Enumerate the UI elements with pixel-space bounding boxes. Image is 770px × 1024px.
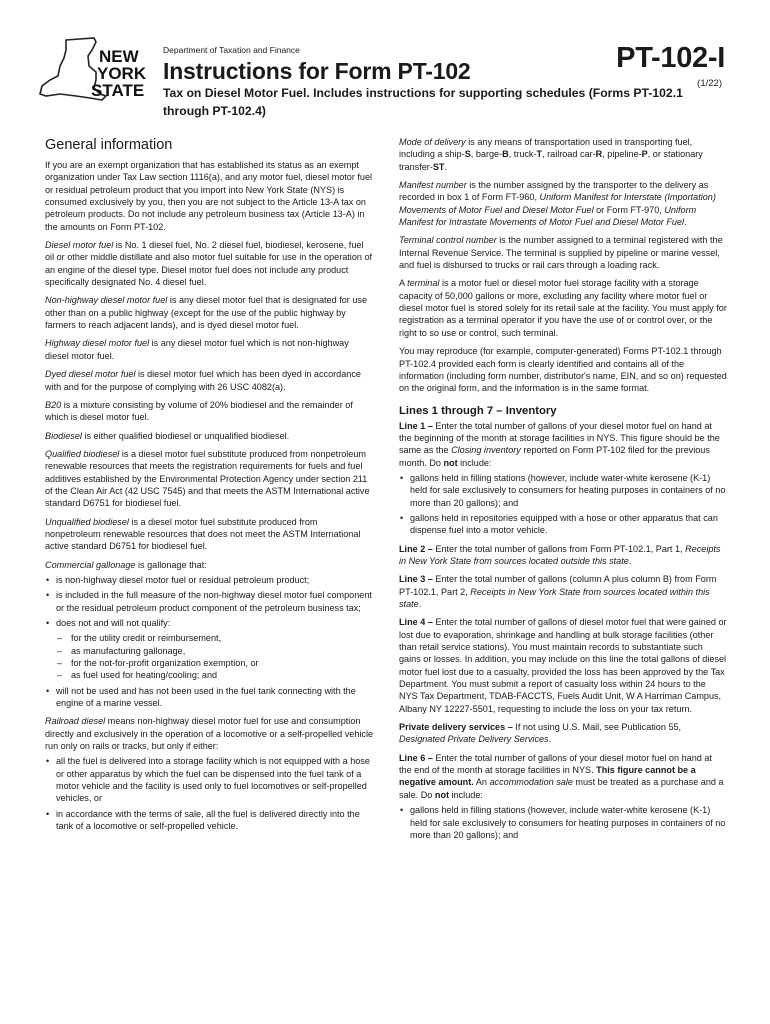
line-6-list xyxy=(399,804,727,841)
list-item: – for the utility credit or reimbursement, xyxy=(57,633,222,644)
term: Unqualified biodiesel xyxy=(45,516,129,527)
general-information-heading: General information xyxy=(45,137,173,153)
exempt-org-paragraph: If you are an exempt organization that has established its status as an exempt organization under Tax Law section 1116(a), and any motor fuel, diesel motor fuel or residual petroleum product that you import into New York State (NYS) is consumed exclusively by you, then you are not subject to the Article 13-A tax on petroleum products. Do not include any petroleum business tax (Article 13-A) in the amounts on Form PT-102. xyxy=(45,160,373,232)
definition-terminal: A terminal is a motor fuel or diesel motor fuel storage facility with a storage capacity of 50,000 gallons or more, excluding any facility where motor fuel or diesel motor fuel is stored solely for its retail sale at the facility. You must apply for registration as a terminal operator if you have the use of or control over, or the right to so use or control, such terminal. xyxy=(399,278,727,338)
page-subtitle: Tax on Diesel Motor Fuel. Includes instructions for supporting schedules (Forms PT-102.1 through PT-102.4) xyxy=(163,86,683,118)
line-4-instructions: Line 4 – Enter the total number of gallons of diesel motor fuel that were gained or lost due to evaporation, shrinkage and handling at bulk storage facilities (other than retail service stations). You must maintain records to substantiate such gains or losses. In addition, you may include on this line the total gallons of diesel motor fuel lost due to a casualty, provided the loss has been approved by the Tax Department. You must submit a report of casualty loss within 24 hours to the NYS Tax Department, TDAB-FACCTS, Fuels Audit Unit, W A Harriman Campus, Albany NY 12227-5501, requesting to include the loss on your tax return. xyxy=(399,617,727,714)
term: Commercial gallonage xyxy=(45,559,136,570)
list-item: • is included in the full measure of the non-highway diesel motor fuel component or the residual petroleum product component of the petroleum business tax; xyxy=(46,590,372,613)
list-item: – as manufacturing gallonage, xyxy=(57,645,186,656)
list-item: • all the fuel is delivered into a storage facility which is not equipped with a hose or other apparatus by which the fuel can be dispensed into the fuel tank of a motor vehicle and the facility is used only to fuel locomotives or self-propelled vehicles, or xyxy=(46,756,370,804)
term: Diesel motor fuel xyxy=(45,240,114,251)
definition-non-highway: Non-highway diesel motor fuel is any diesel motor fuel that is designated for use other than on a public highway (except for the use of the public highway by farmers to reach adjacent lands), and is dyed diesel motor fuel. xyxy=(45,295,367,331)
list-item: • will not be used and has not been used in the fuel tank connecting with the engine of a marine vessel. xyxy=(46,685,356,709)
department-name: Department of Taxation and Finance xyxy=(163,45,300,55)
revision-date: (1/22) xyxy=(697,78,722,89)
term: Biodiesel xyxy=(45,430,82,441)
logo-text-state: STATE xyxy=(91,81,145,100)
definition-highway: Highway diesel motor fuel is any diesel motor fuel which is not non-highway diesel motor fuel. xyxy=(45,338,349,361)
page-title: Instructions for Form PT-102 xyxy=(163,58,471,84)
list-item: – as fuel used for heating/cooling; and xyxy=(57,670,218,681)
list-item: – for the not-for-profit organization exemption, or xyxy=(57,658,259,669)
line-1-instructions: Line 1 – Enter the total number of gallons of your diesel motor fuel on hand at the beginning of the month at storage facilities in NYS. This figure should be the same as the Closing inventory reported on Form PT-102 filed for the previous month. Do not include: xyxy=(399,420,720,468)
railroad-diesel-list xyxy=(45,755,375,832)
line-1-list xyxy=(399,472,727,537)
definition-railroad-diesel: Railroad diesel means non-highway diesel motor fuel for use and consumption directly and exclusively in the operation of a locomotive or a self-propelled vehicle run only on rails or tracks, but only if either: xyxy=(45,716,374,752)
line-6-instructions: Line 6 – Enter the total number of gallons of your diesel motor fuel on hand at the end of the month at storage facilities in NYS. This figure cannot be a negative amount. An accommodation sale must be treated as a purchase and a sale. Do not include: xyxy=(399,752,724,800)
nys-logo xyxy=(36,36,154,108)
list-item: • is non-highway diesel motor fuel or residual petroleum product; xyxy=(46,574,310,585)
state-outline-icon xyxy=(36,36,154,108)
term: B20 xyxy=(45,399,62,410)
right-column xyxy=(399,136,727,847)
commercial-gallonage-list xyxy=(45,574,375,709)
term: Highway diesel motor fuel xyxy=(45,338,150,349)
definition-unqualified-biodiesel: Unqualified biodiesel is a diesel motor fuel substitute produced from nonpetroleum renewable resources that does not meet the ASTM International active standard D6751 for biodiesel fuel. xyxy=(45,516,361,552)
term: Qualified biodiesel xyxy=(45,448,120,459)
definition-dyed: Dyed diesel motor fuel is diesel motor fuel which has been dyed in accordance with and for the purpose of complying with 26 USC 4082(a). xyxy=(45,369,361,392)
list-item: • does not and will not qualify: xyxy=(46,618,171,628)
definition-b20: B20 is a mixture consisting by volume of 20% biodiesel and the remainder of which is diesel motor fuel. xyxy=(45,399,353,423)
logo-text-new: NEW xyxy=(99,47,139,66)
term: Non-highway diesel motor fuel xyxy=(45,295,168,306)
term: Dyed diesel motor fuel xyxy=(45,369,136,380)
definition-qualified-biodiesel: Qualified biodiesel is a diesel motor fuel substitute produced from nonpetroleum renewable resources that meets the registration requirements for fuels and fuel additives established by the Environmental Protection Agency under section 211 of the Clean Air Act (42 USC 7545) and that meets the ASTM International active standard D6751 for biodiesel fuel. xyxy=(45,448,370,509)
lines-inventory-heading: Lines 1 through 7 – Inventory xyxy=(399,404,557,417)
logo-text-york: YORK xyxy=(97,64,147,83)
list-item: • gallons held in filling stations (however, include water-white kerosene (K-1) held for sale exclusively to consumers for heating purposes in containers of no more than 20 gallons); and xyxy=(400,472,726,508)
definition-diesel-motor-fuel: Diesel motor fuel is No. 1 diesel fuel, No. 2 diesel fuel, biodiesel, kerosene, fuel oil or other middle distillate and also motor fuel suitable for use in the operation of an engine of the diesel type. Diesel motor fuel does not include any product specifically designated No. 4 diesel fuel. xyxy=(45,240,373,288)
line-3-instructions: Line 3 – Enter the total number of gallons (column A plus column B) from Form PT-102.1, Part 2, Receipts in New York State from sources located within this state. xyxy=(399,574,717,609)
line-2-instructions: Line 2 – Enter the total number of gallons from Form PT-102.1, Part 1, Receipts in New York State from sources located outside this state. xyxy=(399,543,721,566)
list-item: • in accordance with the terms of sale, all the fuel is delivered directly into the tank of a locomotive or self-propelled vehicle. xyxy=(46,808,360,832)
list-item: • gallons held in filling stations (however, include water-white kerosene (K-1) held for sale exclusively to consumers for heating purposes in containers of no more than 20 gallons); and xyxy=(400,805,726,840)
definition-manifest-number: Manifest number is the number assigned by the transporter to the delivery as recorded in box 1 of Form FT-960, Uniform Manifest for Interstate (Importation) Movements of Motor Fuel and Diesel Motor Fuel or Form FT-970, Uniform Manifest for Intrastate Movements of Motor Fuel and Diesel Motor Fuel. xyxy=(399,180,716,228)
definition-commercial-gallonage: Commercial gallonage is gallonage that: xyxy=(45,559,207,570)
term: Railroad diesel xyxy=(45,716,106,727)
definition-mode-of-delivery: Mode of delivery is any means of transportation used in transporting fuel, including a ship-S, barge-B, truck-T, railroad car-R, pipeline-P, or stationary transfer-ST. xyxy=(399,137,703,172)
qualify-sublist xyxy=(45,632,375,681)
reproduction-paragraph: You may reproduce (for example, computer-generated) Forms PT-102.1 through PT-102.4 provided each form is clearly identified and contains all of the information (including form number, distributor's name, EIN, and so on) requested on the original form, and the information is in the same format. xyxy=(399,346,727,394)
definition-terminal-control-number: Terminal control number is the number assigned to a terminal registered with the Internal Revenue Service. The terminal is supplied by pipeline or marine vessel, and fuel is disbursed to trucks or rail cars through a loading rack. xyxy=(399,235,723,271)
form-number: PT-102-I xyxy=(616,42,725,74)
definition-biodiesel: Biodiesel is either qualified biodiesel or unqualified biodiesel. xyxy=(45,430,290,441)
left-column xyxy=(45,136,375,839)
list-item: • gallons held in repositories equipped with a hose or other apparatus that can dispense fuel into a motor vehicle. xyxy=(400,512,718,536)
private-delivery-services: Private delivery services – If not using U.S. Mail, see Publication 55, Designated Private Delivery Services. xyxy=(399,722,682,745)
